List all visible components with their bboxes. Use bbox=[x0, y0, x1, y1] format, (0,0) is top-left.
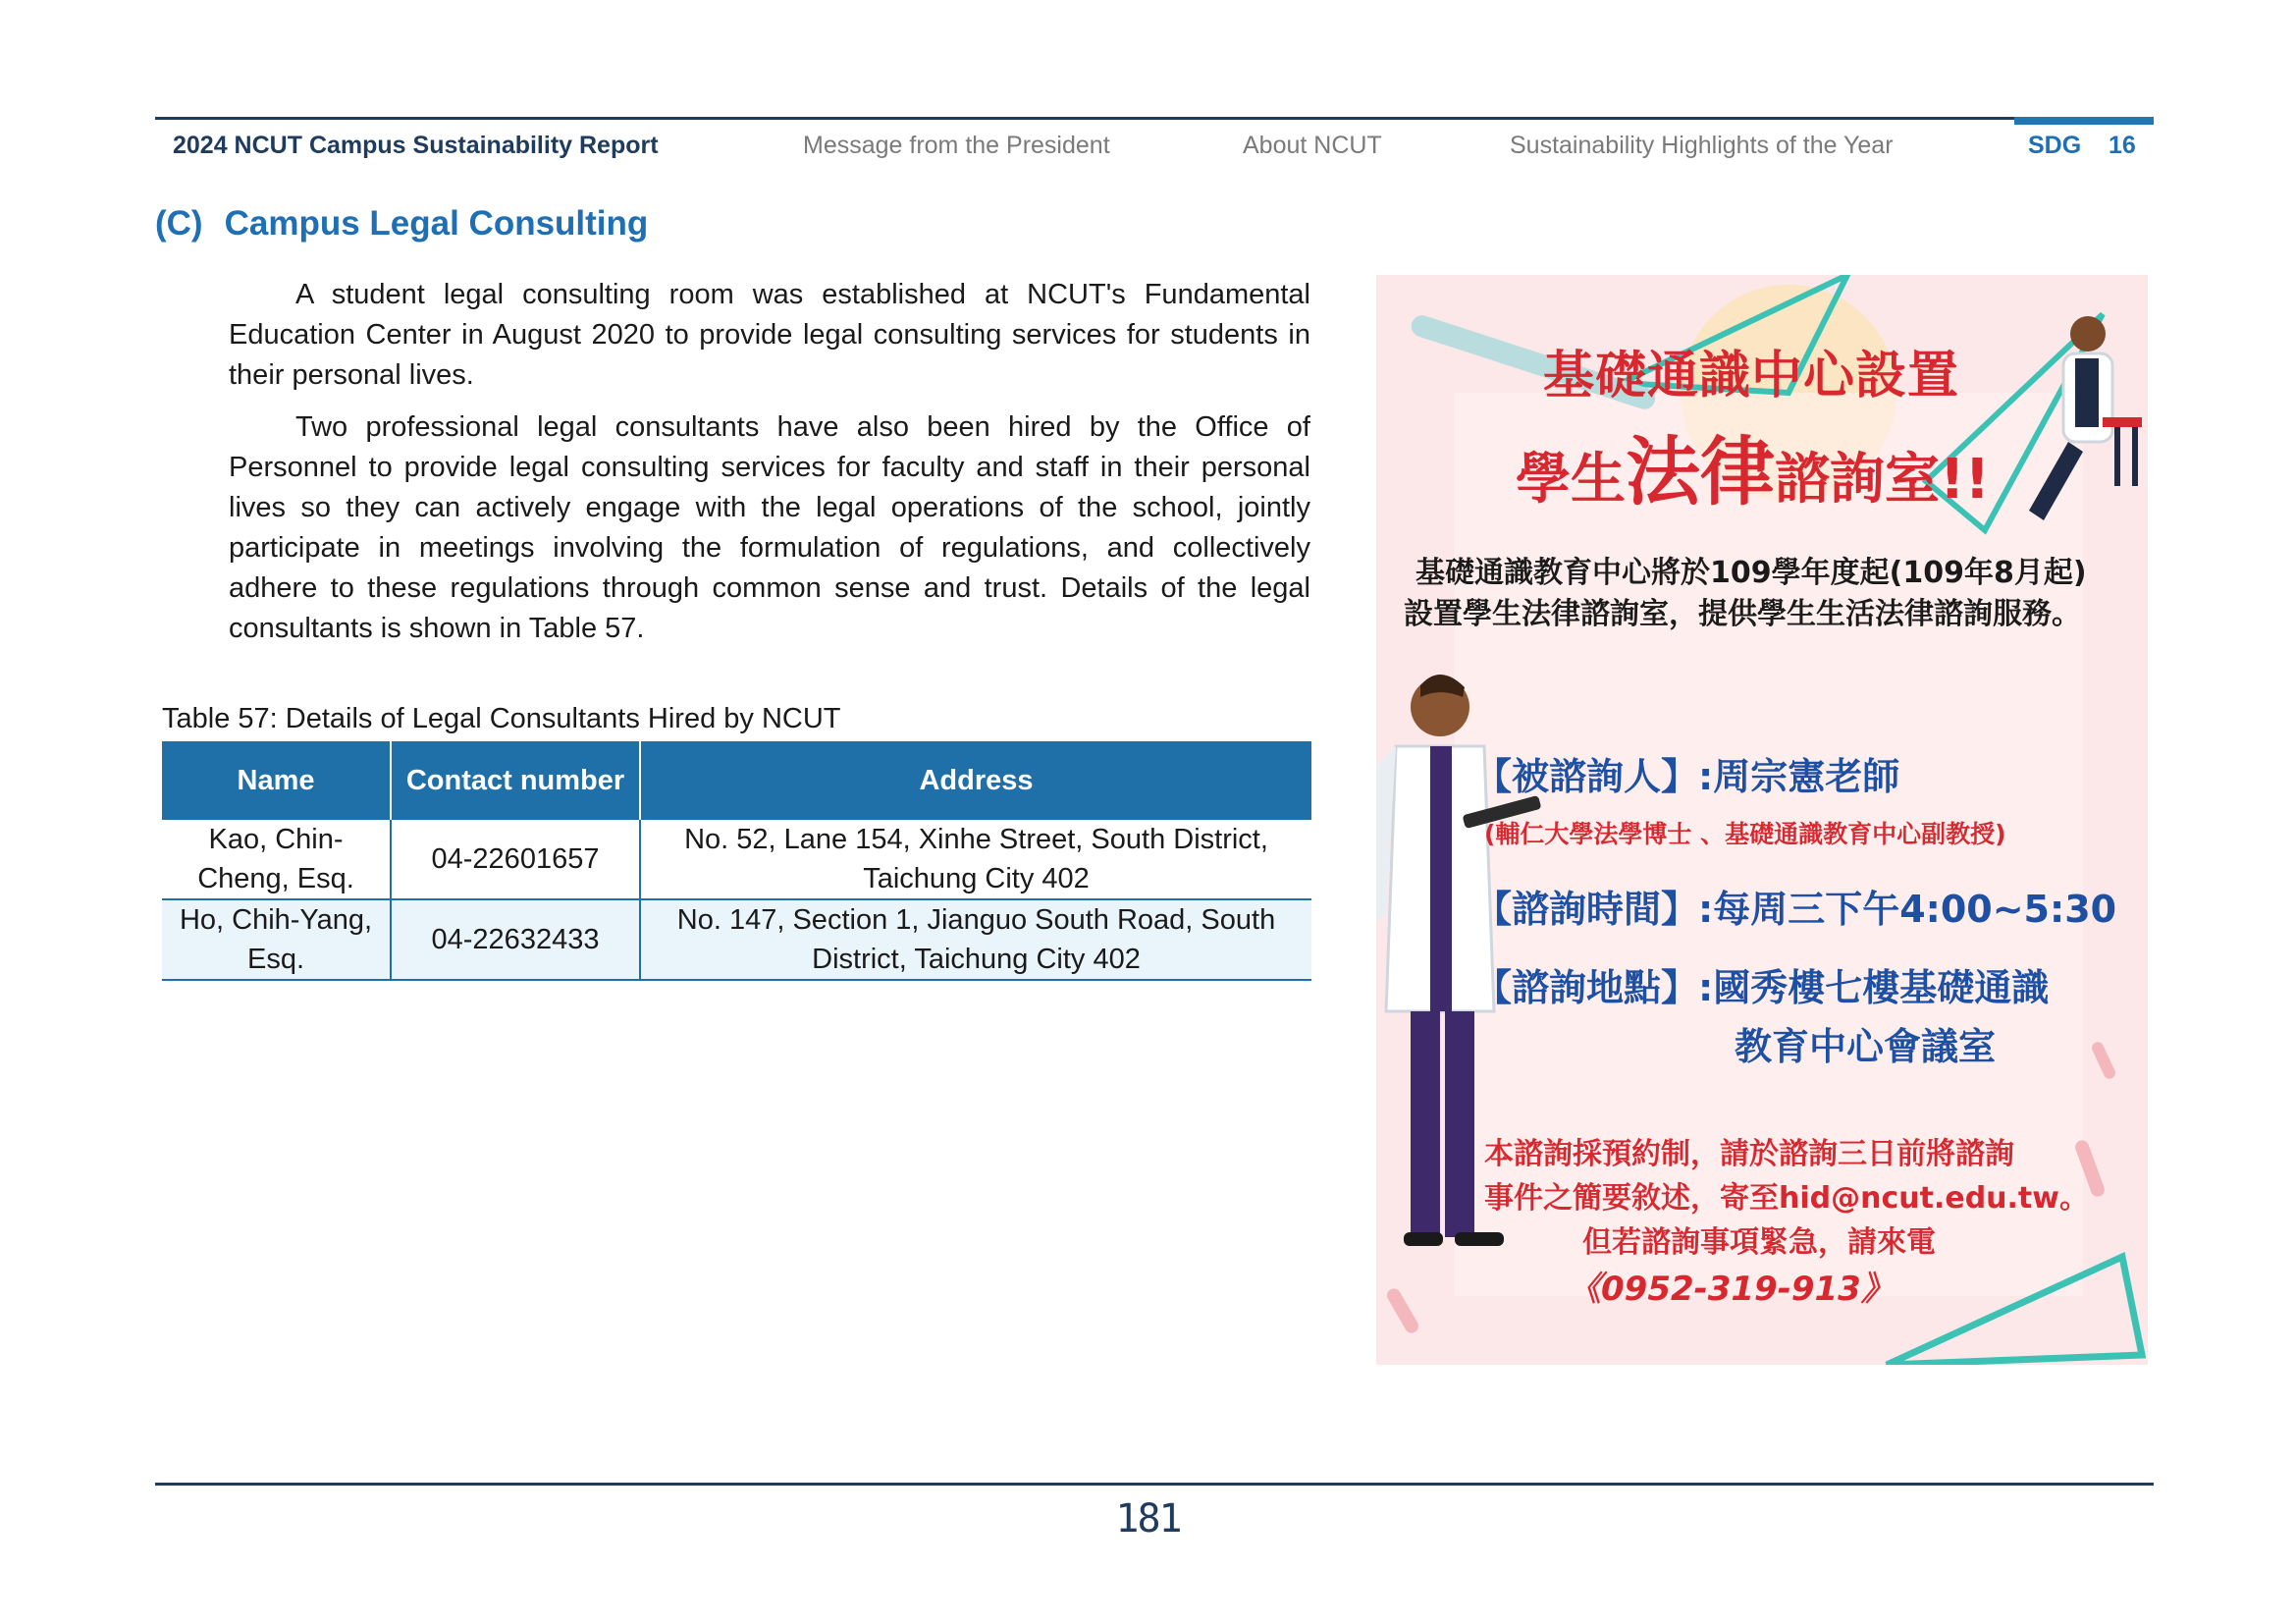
table-header-row bbox=[162, 741, 1311, 820]
poster-title-line1: 基礎通識中心設置 bbox=[1543, 347, 1960, 406]
table-row bbox=[162, 820, 1311, 899]
poster-consultee: 【被諮詢人】:周宗憲老師 bbox=[1474, 755, 1900, 798]
footer-rule bbox=[155, 1483, 2154, 1486]
header-contact-number: Contact number bbox=[391, 741, 640, 820]
report-title: 2024 NCUT Campus Sustainability Report bbox=[173, 132, 659, 159]
poster-title-room: 諮詢室!! bbox=[1775, 448, 1991, 512]
header-accent-bar bbox=[2014, 117, 2154, 125]
poster-phone: 《0952-319-913》 bbox=[1568, 1270, 1895, 1309]
poster-note-line2: 事件之簡要敘述，寄至hid@ncut.edu.tw。 bbox=[1484, 1181, 2089, 1216]
nav-message-from-president[interactable]: Message from the President bbox=[803, 132, 1110, 159]
cell-contact-number: 04-22632433 bbox=[391, 899, 640, 980]
poster-title-line2 bbox=[1516, 412, 1990, 519]
table-caption: Table 57: Details of Legal Consultants Hired by NCUT bbox=[162, 703, 841, 734]
section-title bbox=[155, 204, 648, 244]
header-name: Name bbox=[162, 741, 391, 820]
poster-consultee-detail: (輔仁大學法學博士 、基礎通識教育中心副教授) bbox=[1484, 820, 2006, 848]
cell-name: Kao, Chin-Cheng, Esq. bbox=[162, 820, 391, 899]
nav-about-ncut[interactable]: About NCUT bbox=[1243, 132, 1382, 159]
poster-location-line1: 【諮詢地點】:國秀樓七樓基礎通識 bbox=[1474, 966, 2050, 1009]
poster-time: 【諮詢時間】:每周三下午4:00~5:30 bbox=[1474, 888, 2117, 931]
sdg-number: 16 bbox=[2109, 132, 2136, 159]
poster-intro-line1: 基礎通識教育中心將於109學年度起(109年8月起) bbox=[1415, 556, 2087, 590]
header-address: Address bbox=[640, 741, 1311, 820]
page-header bbox=[155, 128, 2154, 167]
sdg-label: SDG bbox=[2028, 132, 2082, 159]
legal-consultants-table bbox=[162, 741, 1311, 981]
cell-address: No. 147, Section 1, Jianguo South Road, South District, Taichung City 402 bbox=[640, 899, 1311, 980]
section-title-text: Campus Legal Consulting bbox=[224, 204, 649, 243]
cell-contact-number: 04-22601657 bbox=[391, 820, 640, 899]
cell-address: No. 52, Lane 154, Xinhe Street, South District, Taichung City 402 bbox=[640, 820, 1311, 899]
cell-name: Ho, Chih-Yang, Esq. bbox=[162, 899, 391, 980]
section-letter: (C) bbox=[155, 204, 203, 243]
paragraph: A student legal consulting room was established at NCUT's Fundamental Education Center in August 2020 to provide legal consulting services for students in their personal lives. bbox=[229, 279, 1310, 391]
paragraph: Two professional legal consultants have also been hired by the Office of Personnel to provide legal consulting services for faculty and staff in their personal lives so they can actively engage with the legal operations of the school, jointly participate in meetings involving the formulation of regulations, and collectively adhere to these regulations through common sense and trust. Details of the legal consultants is shown in Table 57. bbox=[229, 411, 1310, 644]
poster-intro-line2: 設置學生法律諮詢室，提供學生生活法律諮詢服務。 bbox=[1404, 597, 2081, 631]
decor-pill bbox=[1384, 1286, 1420, 1335]
legal-consulting-poster bbox=[1376, 275, 2148, 1365]
poster-location-line2: 教育中心會議室 bbox=[1735, 1025, 1997, 1068]
poster-note-line1: 本諮詢採預約制，請於諮詢三日前將諮詢 bbox=[1484, 1137, 2014, 1171]
header-rule bbox=[155, 117, 2055, 120]
decor-pill bbox=[2090, 1040, 2117, 1080]
page-number: 181 bbox=[1115, 1496, 1181, 1542]
poster-note-line3: 但若諮詢事項緊急，請來電 bbox=[1582, 1225, 1936, 1260]
poster-title-student: 學生 bbox=[1516, 448, 1626, 512]
body-text bbox=[229, 275, 1310, 661]
poster-title-law: 法律 bbox=[1626, 428, 1775, 515]
table-row bbox=[162, 899, 1311, 980]
nav-sustainability-highlights[interactable]: Sustainability Highlights of the Year bbox=[1510, 132, 1894, 159]
